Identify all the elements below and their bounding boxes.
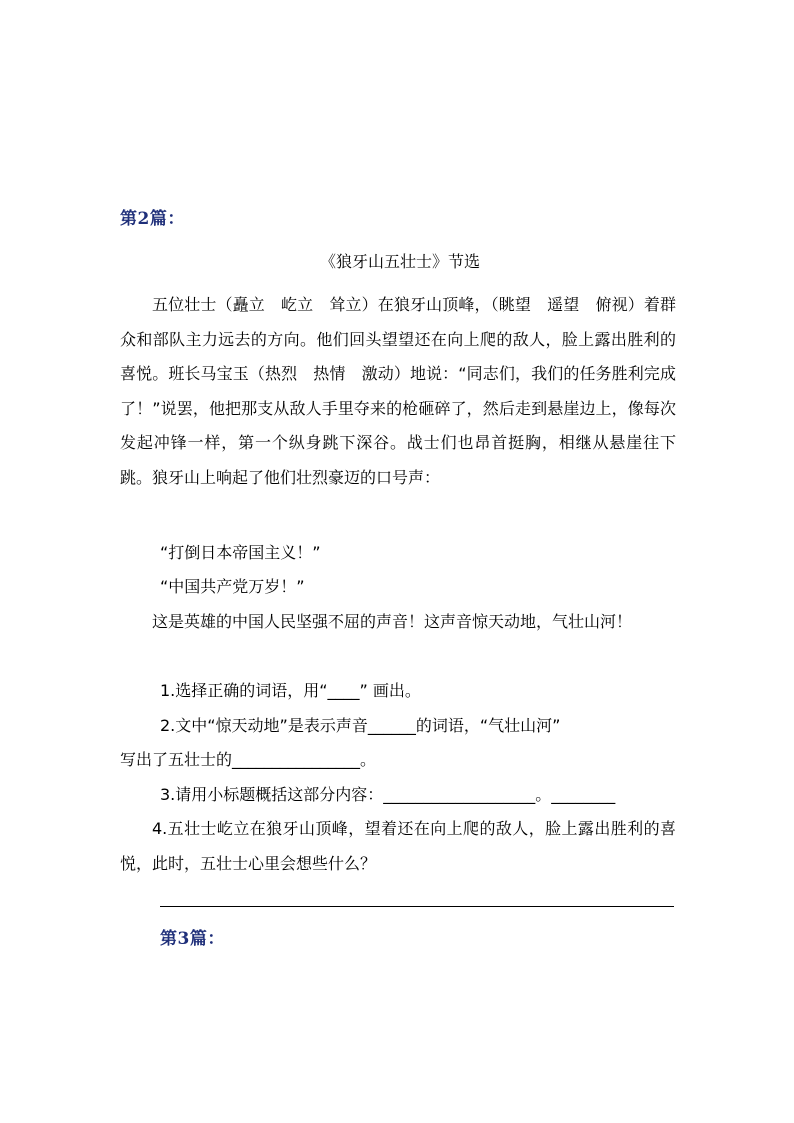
- answer-line: [160, 906, 674, 907]
- passage-title: 《狼牙山五壮士》节选: [319, 252, 480, 271]
- question-4: 4.五壮士屹立在狼牙山顶峰，望着还在向上爬的敌人，脸上露出胜利的喜悦，此时，五壮士心里会想些什么？: [120, 819, 676, 873]
- question-3: 3.请用小标题概括这部分内容：___________________。________: [160, 785, 616, 804]
- passage-paragraph: 五位壮士（矗立 屹立 耸立）在狼牙山顶峰，（眺望 遥望 俯视）着群众和部队主力远去的方向。他们回头望望还在向上爬的敌人，脸上露出胜利的喜悦。班长马宝玉（热烈 热情 激动）地说：“同志们，我们的任务胜利完成了！”说罢，他把那支从敌人手里夺来的枪砸碎了，然后走到悬崖边上，像每次发起冲锋一样，第一个纵身跳下深谷。战士们也昂首挺胸，相继从悬崖往下跳。狼牙山上响起了他们壮烈豪迈的口号声：: [120, 295, 676, 487]
- question-2-line-2: 写出了五壮士的________________。: [120, 750, 377, 769]
- question-1: 1.选择正确的词语，用“____” 画出。: [160, 681, 421, 700]
- closing-paragraph: 这是英雄的中国人民坚强不屈的声音！这声音惊天动地，气壮山河！: [152, 612, 633, 631]
- section-2-heading: 第2篇：: [120, 209, 185, 229]
- closing-paragraph-block: [120, 605, 676, 640]
- slogan-2: “中国共产党万岁！”: [160, 577, 305, 596]
- question-4-block: [120, 812, 676, 881]
- slogan-1: “打倒日本帝国主义！”: [160, 543, 321, 562]
- question-2-line-1: 2.文中“惊天动地”是表示声音______的词语，“气壮山河”: [160, 716, 561, 735]
- section-3-heading: 第3篇：: [160, 929, 225, 949]
- passage-body: [120, 288, 676, 495]
